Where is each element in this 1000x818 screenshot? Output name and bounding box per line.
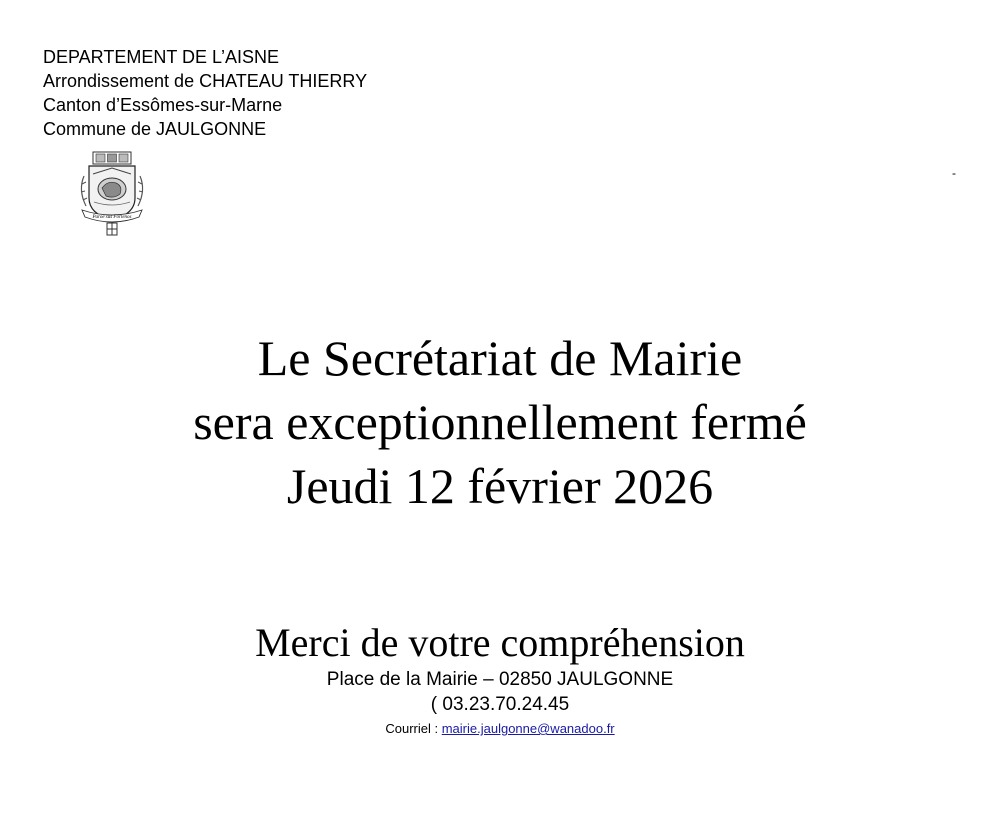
email-line xyxy=(0,720,1000,738)
phone-number: ( 03.23.70.24.45 xyxy=(430,694,570,715)
header-canton: Canton d’Essômes-sur-Marne xyxy=(43,95,283,115)
contact-block xyxy=(0,667,1000,717)
header-commune: Commune de JAULGONNE xyxy=(43,119,267,139)
closure-notice xyxy=(0,326,1000,518)
email-link[interactable]: mairie.jaulgonne@wanadoo.fr xyxy=(441,721,615,736)
crest-motto: Paroe sus Fortenos xyxy=(92,215,132,220)
thanks-message: Merci de votre compréhension xyxy=(255,620,745,665)
notice-line-3: Jeudi 12 février 2026 xyxy=(286,458,714,514)
notice-line-2: sera exceptionnellement fermé xyxy=(193,394,807,450)
commune-header xyxy=(43,45,367,141)
coat-of-arms-icon xyxy=(76,150,148,238)
stray-dash: - xyxy=(952,166,956,180)
notice-line-1: Le Secrétariat de Mairie xyxy=(257,330,743,386)
header-arrondissement: Arrondissement de CHATEAU THIERRY xyxy=(43,71,368,91)
email-label: Courriel : xyxy=(385,721,442,736)
header-department: DEPARTEMENT DE L’AISNE xyxy=(43,47,280,67)
mairie-address: Place de la Mairie – 02850 JAULGONNE xyxy=(326,669,674,690)
